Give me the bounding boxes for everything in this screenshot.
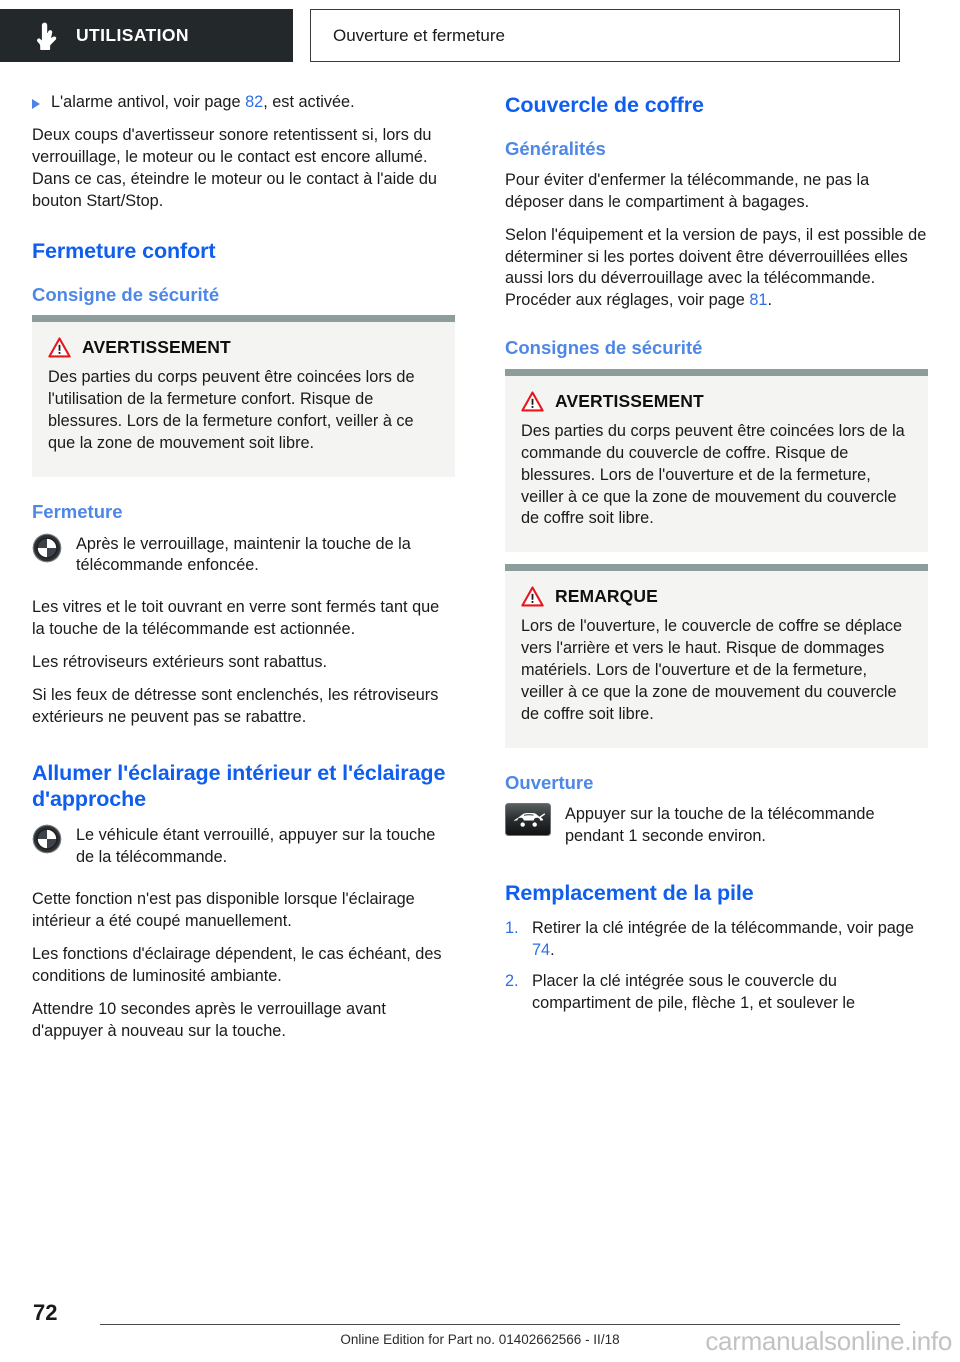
eclairage-paragraph-3: Attendre 10 secondes après le verrouillage avant d'appuyer à nouveau sur la touche. xyxy=(32,999,386,1040)
warning-box-body: Des parties du corps peuvent être coincées lors de la commande du couvercle de coffre. Risque de blessures. Lors de l'ouverture et de la fermeture, veiller à ce que la zone de mouvement du couvercle de coffre soit libre. xyxy=(521,421,905,528)
fermeture-paragraph-3: Si les feux de détresse sont enclenchés, les rétroviseurs extérieurs ne peuvent pas se rabattre. xyxy=(32,686,439,726)
warning-box-body: Des parties du corps peuvent être coincées lors de l'utilisation de la fermeture confort. Risque de blessures. Lors de la fermeture confort, veiller à ce que la zone de mouvement soit libre. xyxy=(48,368,415,453)
section-title: Ouverture et fermeture xyxy=(333,25,505,45)
heading-consigne-de-securite: Consigne de sécurité xyxy=(32,283,220,305)
heading-fermeture-confort: Fermeture confort xyxy=(32,238,216,263)
chapter-tab[interactable] xyxy=(0,9,293,62)
step-number: 2. xyxy=(505,972,519,991)
bmw-roundel-icon xyxy=(32,533,62,563)
car-step-text: Appuyer sur la touche de la télécommande pendant 1 seconde environ. xyxy=(565,805,875,846)
car-trunk-icon xyxy=(505,803,551,836)
warning-box-fermeture-confort xyxy=(32,315,455,477)
warning-triangle-icon xyxy=(521,391,544,412)
page-footer xyxy=(0,1282,960,1362)
heading-couvercle-de-coffre: Couvercle de coffre xyxy=(505,93,704,117)
bmw-roundel-icon xyxy=(32,824,62,854)
warning-box-title-row xyxy=(48,337,439,358)
warning-box-title: AVERTISSEMENT xyxy=(555,390,704,411)
replacement-steps-list xyxy=(505,918,928,1015)
bmw-step2-text: Le véhicule étant verrouillé, appuyer sur la touche de la télécommande. xyxy=(76,826,436,867)
page-reference-74[interactable]: 74 xyxy=(532,941,551,960)
heading-remplacement-pile: Remplacement de la pile xyxy=(505,881,754,906)
heading-fermeture: Fermeture xyxy=(32,500,123,522)
remark-box-body: Lors de l'ouverture, le couvercle de coffre se déplace vers l'arrière et vers le haut. Risque de dommages matériels. Lors de l'ouverture et de la fermeture, veiller à ce que la zone de mouvement du couvercle de coffre soit libre. xyxy=(521,617,903,723)
left-column xyxy=(32,92,455,1043)
car-step-ouverture xyxy=(505,803,928,848)
page-number: 72 xyxy=(33,1300,58,1325)
warning-triangle-icon xyxy=(48,337,71,358)
fermeture-paragraph-1: Les vitres et le toit ouvrant en verre sont fermés tant que la touche de la télécommande est actionnée. xyxy=(32,598,440,639)
right-column xyxy=(505,92,928,1043)
page-reference-82[interactable]: 82 xyxy=(245,93,264,111)
warning-box-title-row xyxy=(521,391,912,412)
step-text-after: . xyxy=(550,941,555,960)
pointing-hand-icon xyxy=(36,22,58,50)
generalites-paragraph-1: Pour éviter d'enfermer la télécommande, ne pas la déposer dans le compartiment à bagages. xyxy=(505,170,870,211)
list-item xyxy=(505,918,928,962)
step-text-before: Retirer la clé intégrée de la télécommande, voir page xyxy=(532,919,914,938)
heading-ouverture: Ouverture xyxy=(505,771,594,793)
bmw-step-fermeture xyxy=(32,533,455,578)
fermeture-paragraph-2: Les rétroviseurs extérieurs sont rabattus. xyxy=(32,653,328,672)
step-number: 1. xyxy=(505,919,519,938)
generalites-paragraph-2 xyxy=(505,225,928,313)
eclairage-paragraph-2: Les fonctions d'éclairage dépendent, le cas échéant, des conditions de luminosité ambiante. xyxy=(32,944,442,985)
heading-allumer-eclairage: Allumer l'éclairage intérieur et l'éclairage d'approche xyxy=(32,760,446,812)
eclairage-paragraph-1: Cette fonction n'est pas disponible lorsque l'éclairage intérieur a été coupé manuellement. xyxy=(32,890,415,930)
watermark: carmanualsonline.info xyxy=(705,1326,952,1356)
content-columns xyxy=(32,92,928,1043)
heading-generalites: Généralités xyxy=(505,138,606,160)
alarm-bullet-text xyxy=(51,92,355,114)
alarm-text-after: , est activée. xyxy=(263,93,355,111)
warning-box-couvercle xyxy=(505,369,928,553)
intro-paragraph: Deux coups d'avertisseur sonore retentissent si, lors du verrouillage, le moteur ou le contact est encore allumé. Dans ce cas, éteindre le moteur ou le contact à l'aide du bouton Start/Stop. xyxy=(32,125,437,210)
edition-note: Online Edition for Part no. 01402662566 - II/18 xyxy=(340,1332,620,1347)
heading-consignes-de-securite: Consignes de sécurité xyxy=(505,337,703,359)
list-item xyxy=(505,971,928,1015)
alarm-text-before: L'alarme antivol, voir page xyxy=(51,93,246,111)
page-reference-81[interactable]: 81 xyxy=(749,291,768,310)
step-text: Placer la clé intégrée sous le couvercle du compartiment de pile, flèche 1, et soulever le xyxy=(532,972,856,1013)
remark-box-title: REMARQUE xyxy=(555,586,658,607)
warning-box-title: AVERTISSEMENT xyxy=(82,337,231,358)
bmw-step-text: Après le verrouillage, maintenir la touche de la télécommande enfoncée. xyxy=(76,534,411,575)
alarm-bullet-item xyxy=(32,92,455,114)
generalites-p2-after: . xyxy=(767,291,773,310)
remark-box-title-row xyxy=(521,586,912,607)
section-title-box xyxy=(310,9,900,62)
remark-box-couvercle xyxy=(505,564,928,748)
page-header xyxy=(0,9,960,62)
bmw-step-eclairage xyxy=(32,824,455,869)
footer-divider xyxy=(100,1324,900,1325)
step-text xyxy=(532,918,928,962)
warning-triangle-icon xyxy=(521,586,544,607)
triangle-bullet-icon xyxy=(32,99,40,109)
generalites-p2-before: Selon l'équipement et la version de pays, il est possible de déterminer si les portes doivent être déverrouillées elles aussi lors du déverrouillage avec la télécommande. Procéder aux réglages, voir page xyxy=(505,225,927,310)
chapter-label: UTILISATION xyxy=(76,25,189,45)
